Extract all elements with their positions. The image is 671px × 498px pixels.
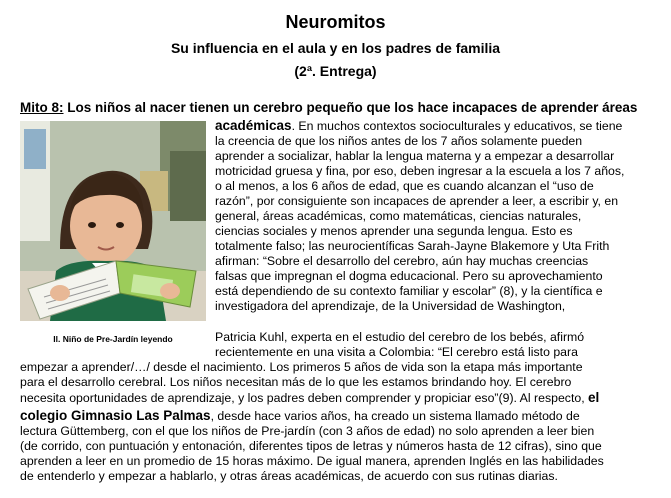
- child-reading-photo: [20, 121, 206, 321]
- full-line: necesita oportunidades de aprendizaje, y los padres deben comprender y propiciar eso”(9). Al respecto, el: [20, 390, 600, 405]
- column-paragraph-2: [215, 330, 648, 360]
- full-line: para el desarrollo cerebral. Los niños necesitan más de lo que les estamos brindando hoy. El cerebro: [20, 375, 572, 389]
- school-name-start: el: [588, 390, 600, 405]
- page-subtitle: Su influencia en el aula y en los padres de familia: [170, 40, 501, 56]
- page-title: Neuromitos: [285, 12, 386, 32]
- full-line: lectura Güttemberg, con el que los niños de Pre-jardín (con 3 años de edad) no solo aprenden a leer bien: [20, 424, 595, 438]
- myth-statement: Los niños al nacer tienen un cerebro pequeño que los hace incapaces de aprender áreas: [63, 100, 638, 115]
- child-reading-illustration: [20, 121, 206, 321]
- column-paragraph: [215, 118, 648, 314]
- myth-heading: [20, 100, 648, 116]
- column-line: falsas que impregnan el dogma educacional. Pero su aprovechamiento: [215, 269, 603, 283]
- column-line: Patricia Kuhl, experta en el estudio del cerebro de los bebés, afirmó: [215, 330, 585, 344]
- myth-label: Mito 8:: [20, 100, 64, 115]
- column-line: razón”, por consiguiente son incapaces de aprender a leer, a escribir y, en: [215, 194, 619, 208]
- column-line: recientemente en una visita a Colombia: “El cerebro está listo para: [215, 345, 578, 359]
- column-line: la creencia de que los niños antes de los 7 años solamente pueden: [215, 134, 583, 148]
- edition-label: (2ª. Entrega): [294, 63, 377, 79]
- column-line: o al menos, a los 6 años de edad, que es cuando alcanzan el “uso de: [215, 179, 594, 193]
- full-line: aprenden a leer en un promedio de 15 horas máximo. De igual manera, aprenden Inglés en las habilidades: [20, 454, 604, 468]
- full-line: empezar a aprender/…/ desde el nacimiento. Los primeros 5 años de vida son la etapa más importante: [20, 360, 583, 374]
- full-line: colegio Gimnasio Las Palmas, desde hace varios años, ha creado un sistema llamado método de: [20, 408, 580, 423]
- full-line: (de corrido, con puntuación y entonación, diferentes tipos de letras y números hasta de 12 cifras), sino que: [20, 439, 602, 453]
- column-line: está dependiendo de su contexto familiar y escolar” (8), y la científica e: [215, 284, 603, 298]
- column-line: investigadora del aprendizaje, de la Universidad de Washington,: [215, 299, 566, 313]
- myth-statement-end: académicas: [215, 118, 292, 133]
- full-paragraph: [20, 360, 648, 484]
- column-line: general, áreas académicas, como matemáticas, ciencias naturales,: [215, 209, 582, 223]
- column-line: motricidad gruesa y fina, por eso, deben ingresar a la escuela a los 7 años,: [215, 164, 625, 178]
- column-line: totalmente falso; las neurocientíficas Sarah-Jayne Blakemore y Uta Frith: [215, 239, 610, 253]
- photo-caption: Il. Niño de Pre-Jardín leyendo: [53, 334, 173, 344]
- column-line: académicas. En muchos contextos socioculturales y educativos, se tiene: [215, 118, 623, 133]
- school-name: colegio Gimnasio Las Palmas: [20, 408, 211, 423]
- column-line: ciencias sociales y menos aprender una segunda lengua. Esto es: [215, 224, 573, 238]
- full-line: de entenderlo y empezar a hablarlo, y otras áreas académicas, de acuerdo con sus rutinas diarias.: [20, 469, 558, 483]
- column-line: aprender a socializar, hablar la lengua materna y a empezar a desarrollar: [215, 149, 615, 163]
- column-line: afirman: “Sobre el desarrollo del cerebro, aún hay muchas creencias: [215, 254, 589, 268]
